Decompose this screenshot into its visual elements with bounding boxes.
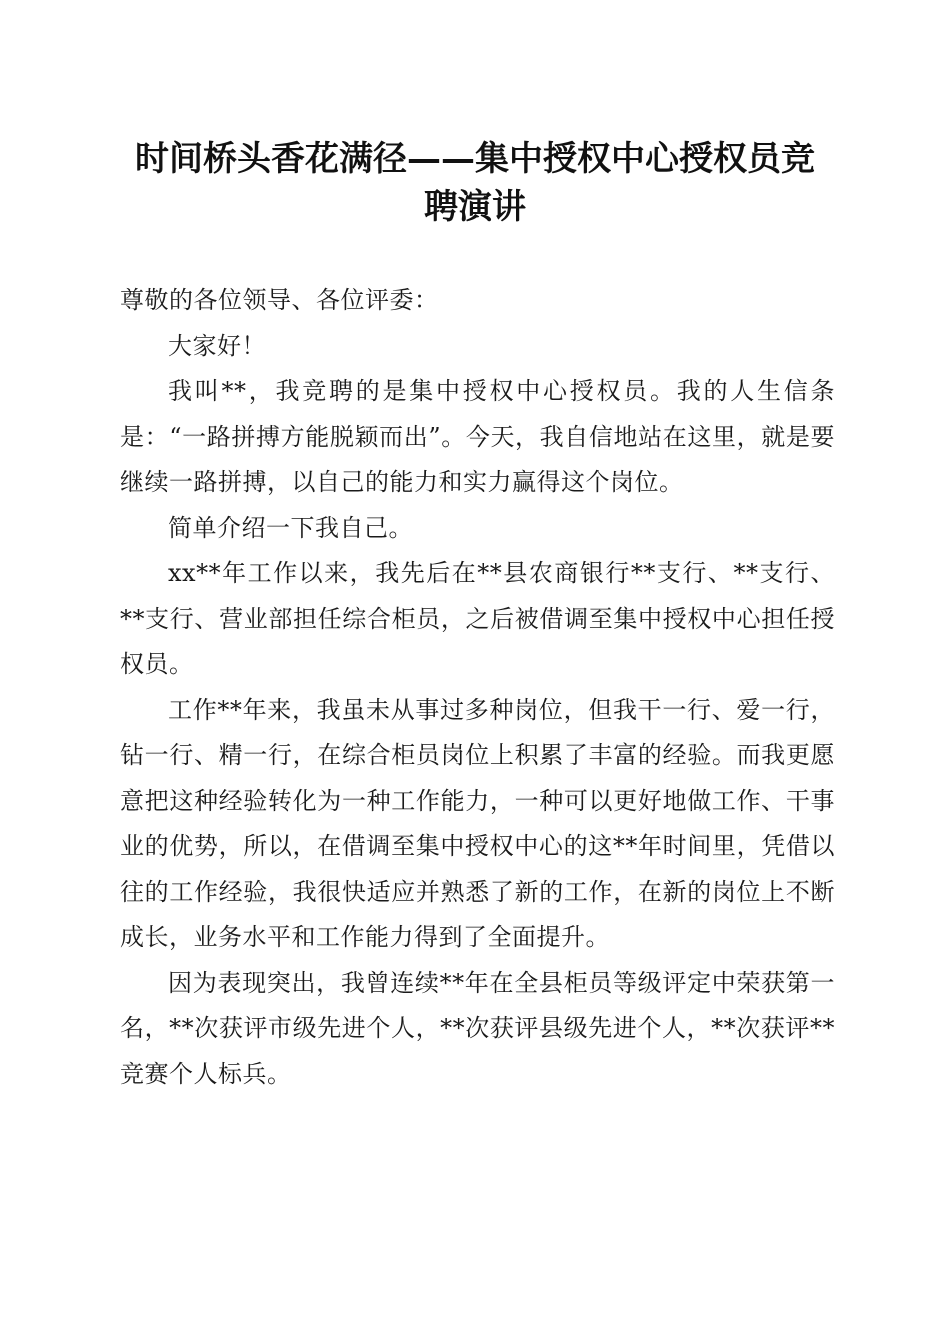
paragraph-self-intro-lead: 简单介绍一下我自己。 bbox=[168, 513, 413, 542]
paragraph-introduction: 我叫**，我竞聘的是集中授权中心授权员。我的人生信条是：“一路拼搏方能脱颖而出”。今天，我自信地站在这里，就是要继续一路拼搏，以自己的能力和实力赢得这个岗位。 bbox=[120, 377, 835, 496]
document-body bbox=[120, 278, 835, 1097]
paragraph-greeting: 大家好！ bbox=[168, 331, 266, 360]
salutation: 尊敬的各位领导、各位评委： bbox=[120, 286, 439, 314]
document-title-line-1: 时间桥头香花满径——集中授权中心授权员竞 bbox=[135, 139, 815, 179]
paragraph-work-history: xx**年工作以来，我先后在**县农商银行**支行、**支行、**支行、营业部担任综合柜员，之后被借调至集中授权中心担任授权员。 bbox=[120, 559, 835, 678]
paragraph-achievements: 因为表现突出，我曾连续**年在全县柜员等级评定中荣获第一名，**次获评市级先进个人，**次获评县级先进个人，**次获评**竞赛个人标兵。 bbox=[120, 968, 835, 1088]
paragraph-experience: 工作**年来，我虽未从事过多种岗位，但我干一行、爱一行，钻一行、精一行，在综合柜员岗位上积累了丰富的经验。而我更愿意把这种经验转化为一种工作能力，一种可以更好地做工作、干事业的优势，所以，在借调至集中授权中心的这**年时间里，凭借以往的工作经验，我很快适应并熟悉了新的工作，在新的岗位上不断成长，业务水平和工作能力得到了全面提升。 bbox=[120, 695, 835, 951]
document-title-line-2: 聘演讲 bbox=[424, 187, 526, 227]
